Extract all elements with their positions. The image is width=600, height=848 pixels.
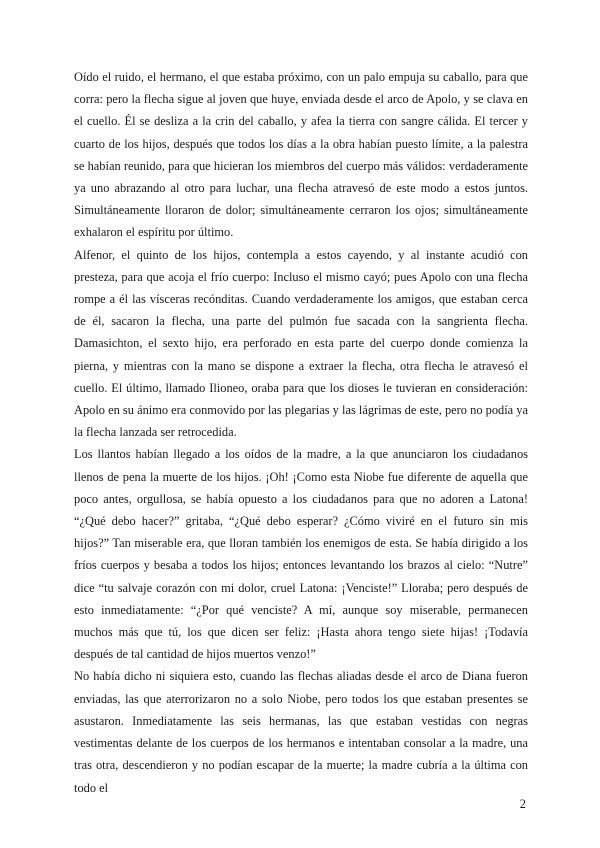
- paragraph: Alfenor, el quinto de los hijos, contempla a estos cayendo, y al instante acudió con presteza, para que acoja el frío cuerpo: Incluso el mismo cayó; pues Apolo con una flecha rompe a él las vísceras recónditas. Cuando verdaderamente los amigos, que estaban cerca de él, sacaron la flecha, una parte del pulmón fue sacada con la sangrienta flecha. Damasichton, el sexto hijo, era perforado en esta parte del cuerpo donde comienza la pierna, y mientras con la mano se dispone a extraer la flecha, otra flecha le atravesó el cuello. El último, llamado Ilioneo, oraba para que los dioses le tuvieran en consideración: Apolo en su ánimo era conmovido por las plegarias y las lágrimas de este, pero no podía ya la flecha lanzada ser retrocedida.: [74, 247, 528, 440]
- paragraph: No había dicho ni siquiera esto, cuando las flechas aliadas desde el arco de Diana fueron enviadas, las que aterrorizaron no a solo Niobe, pero todos los que estaban presentes se asustaron. Inmediatamente las seis hermanas, las que estaban vestidas con negras vestimentas delante de los cuerpos de los hermanos e intentaban consolar a la madre, una tras otra, descendieron y no podían escapar de la muerte; la madre cubría a la última con todo el: [74, 669, 528, 795]
- body-text: [74, 66, 528, 799]
- paragraph: Oído el ruido, el hermano, el que estaba próximo, con un palo empuja su caballo, para que corra: pero la flecha sigue al joven que huye, enviada desde el arco de Apolo, y se clava en el cuello. Él se desliza a la crin del caballo, y afea la tierra con sangre cálida. El tercer y cuarto de los hijos, después que todos los días a la obra habían puesto límite, a la palestra se habían reunido, para que hicieran los miembros del cuerpo más válidos: verdaderamente ya uno abrazando al otro para luchar, una flecha atravesó de este modo a estos juntos. Simultáneamente lloraron de dolor; simultáneamente cerraron los ojos; simultáneamente exhalaron el espíritu por último.: [74, 70, 528, 240]
- paragraph: Los llantos habían llegado a los oídos de la madre, a la que anunciaron los ciudadanos llenos de pena la muerte de los hijos. ¡Oh! ¡Como esta Niobe fue diferente de aquella que poco antes, orgullosa, se había opuesto a los ciudadanos para que no adoren a Latona! “¿Qué debo hacer?” gritaba, “¿Qué debo esperar? ¿Cómo viviré en el futuro sin mis hijos?” Tan miserable era, que lloran también los enemigos de esta. Se había dirigido a los fríos cuerpos y besaba a todos los hijos; entonces levantando los brazos al cielo: “Nutre” dice “tu salvaje corazón con mi dolor, cruel Latona: ¡Venciste!” Lloraba; pero después de esto inmediatamente: “¿Por qué venciste? A mí, aunque soy miserable, permanecen muchos más que tú, los que dicen ser feliz: ¡Hasta ahora tengo siete hijas! ¡Todavía después de tal cantidad de hijos muertos venzo!”: [74, 447, 528, 662]
- page-number: 2: [519, 797, 526, 811]
